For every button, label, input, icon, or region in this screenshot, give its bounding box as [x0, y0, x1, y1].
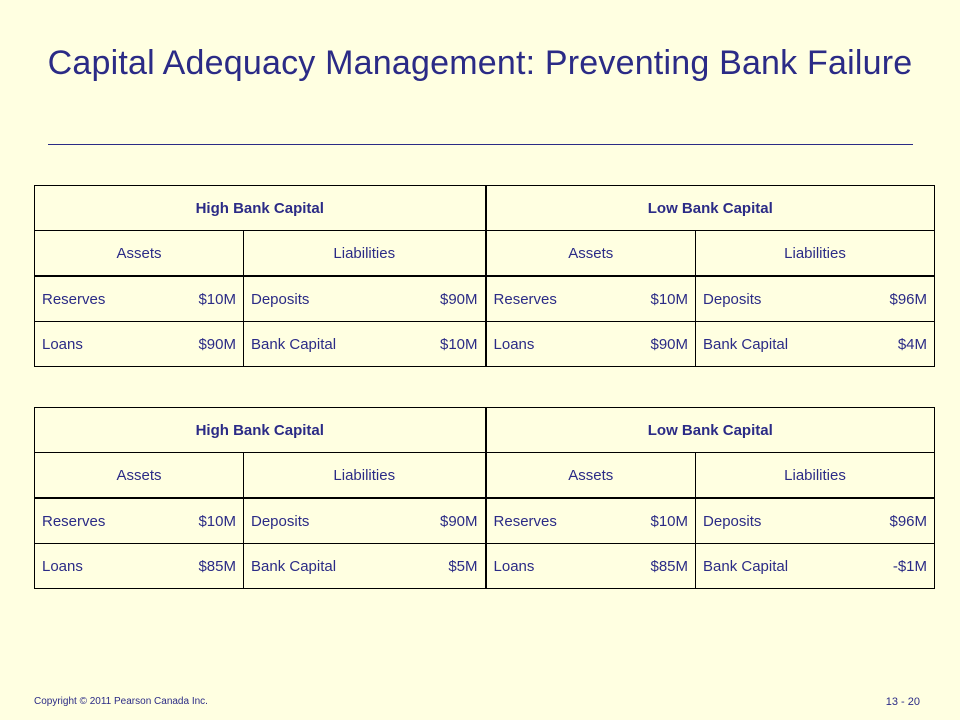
- table-cell: [244, 276, 486, 322]
- table-row: [35, 322, 935, 367]
- item-label: Deposits: [703, 290, 762, 308]
- table-cell: [244, 498, 486, 544]
- item-label: Reserves: [42, 290, 106, 308]
- page-number: 13 - 20: [885, 696, 920, 708]
- table-cell: [35, 276, 244, 322]
- balance-sheet-table-1: [34, 185, 935, 367]
- item-label: Reserves: [493, 290, 557, 308]
- item-label: Deposits: [251, 512, 310, 530]
- table-cell: [696, 322, 935, 367]
- item-label: Deposits: [251, 290, 310, 308]
- item-value: $90M: [439, 290, 478, 308]
- table-cell: [696, 498, 935, 544]
- low-capital-header: Low Bank Capital: [486, 186, 935, 231]
- balance-sheet-table-2: [34, 407, 935, 589]
- item-value: $10M: [198, 512, 236, 530]
- table-row: [35, 498, 935, 544]
- item-label: Reserves: [493, 512, 557, 530]
- item-value: $85M: [650, 557, 689, 575]
- col-header-assets: Assets: [486, 453, 696, 499]
- table-cell: [244, 322, 486, 367]
- high-capital-header: High Bank Capital: [35, 408, 486, 453]
- item-value: $10M: [650, 512, 689, 530]
- table-cell: [35, 544, 244, 589]
- col-header-assets: Assets: [35, 453, 244, 499]
- item-value: $10M: [439, 335, 478, 353]
- item-label: Loans: [42, 335, 83, 353]
- table-cell: [486, 276, 696, 322]
- item-label: Bank Capital: [703, 335, 789, 353]
- title-divider: [48, 144, 913, 145]
- table-row: [35, 276, 935, 322]
- col-header-liabilities: Liabilities: [244, 453, 486, 499]
- table-cell: [244, 544, 486, 589]
- item-value: $90M: [650, 335, 689, 353]
- table-cell: [696, 544, 935, 589]
- table-cell: [696, 276, 935, 322]
- item-value: $10M: [198, 290, 236, 308]
- item-value: $5M: [448, 557, 478, 575]
- item-label: Bank Capital: [251, 557, 337, 575]
- table-cell: [486, 322, 696, 367]
- item-value: $90M: [198, 335, 236, 353]
- table-cell: [35, 498, 244, 544]
- table-row: [35, 544, 935, 589]
- item-value: $4M: [897, 335, 928, 353]
- item-label: Loans: [42, 557, 83, 575]
- col-header-liabilities: Liabilities: [696, 231, 935, 277]
- item-label: Deposits: [703, 512, 762, 530]
- item-value: -$1M: [892, 557, 928, 575]
- col-header-liabilities: Liabilities: [244, 231, 486, 277]
- item-value: $96M: [889, 512, 928, 530]
- item-value: $10M: [650, 290, 689, 308]
- copyright-notice: Copyright © 2011 Pearson Canada Inc.: [34, 696, 208, 707]
- table-cell: [486, 544, 696, 589]
- col-header-assets: Assets: [486, 231, 696, 277]
- table-cell: [486, 498, 696, 544]
- slide-title: Capital Adequacy Management: Preventing Bank Failure: [47, 44, 913, 82]
- low-capital-header: Low Bank Capital: [486, 408, 935, 453]
- table-cell: [35, 322, 244, 367]
- col-header-liabilities: Liabilities: [696, 453, 935, 499]
- col-header-assets: Assets: [35, 231, 244, 277]
- item-value: $96M: [889, 290, 928, 308]
- item-label: Reserves: [42, 512, 106, 530]
- item-label: Bank Capital: [703, 557, 789, 575]
- high-capital-header: High Bank Capital: [35, 186, 486, 231]
- item-label: Bank Capital: [251, 335, 337, 353]
- item-value: $85M: [198, 557, 236, 575]
- item-label: Loans: [493, 335, 535, 353]
- item-label: Loans: [493, 557, 535, 575]
- item-value: $90M: [439, 512, 478, 530]
